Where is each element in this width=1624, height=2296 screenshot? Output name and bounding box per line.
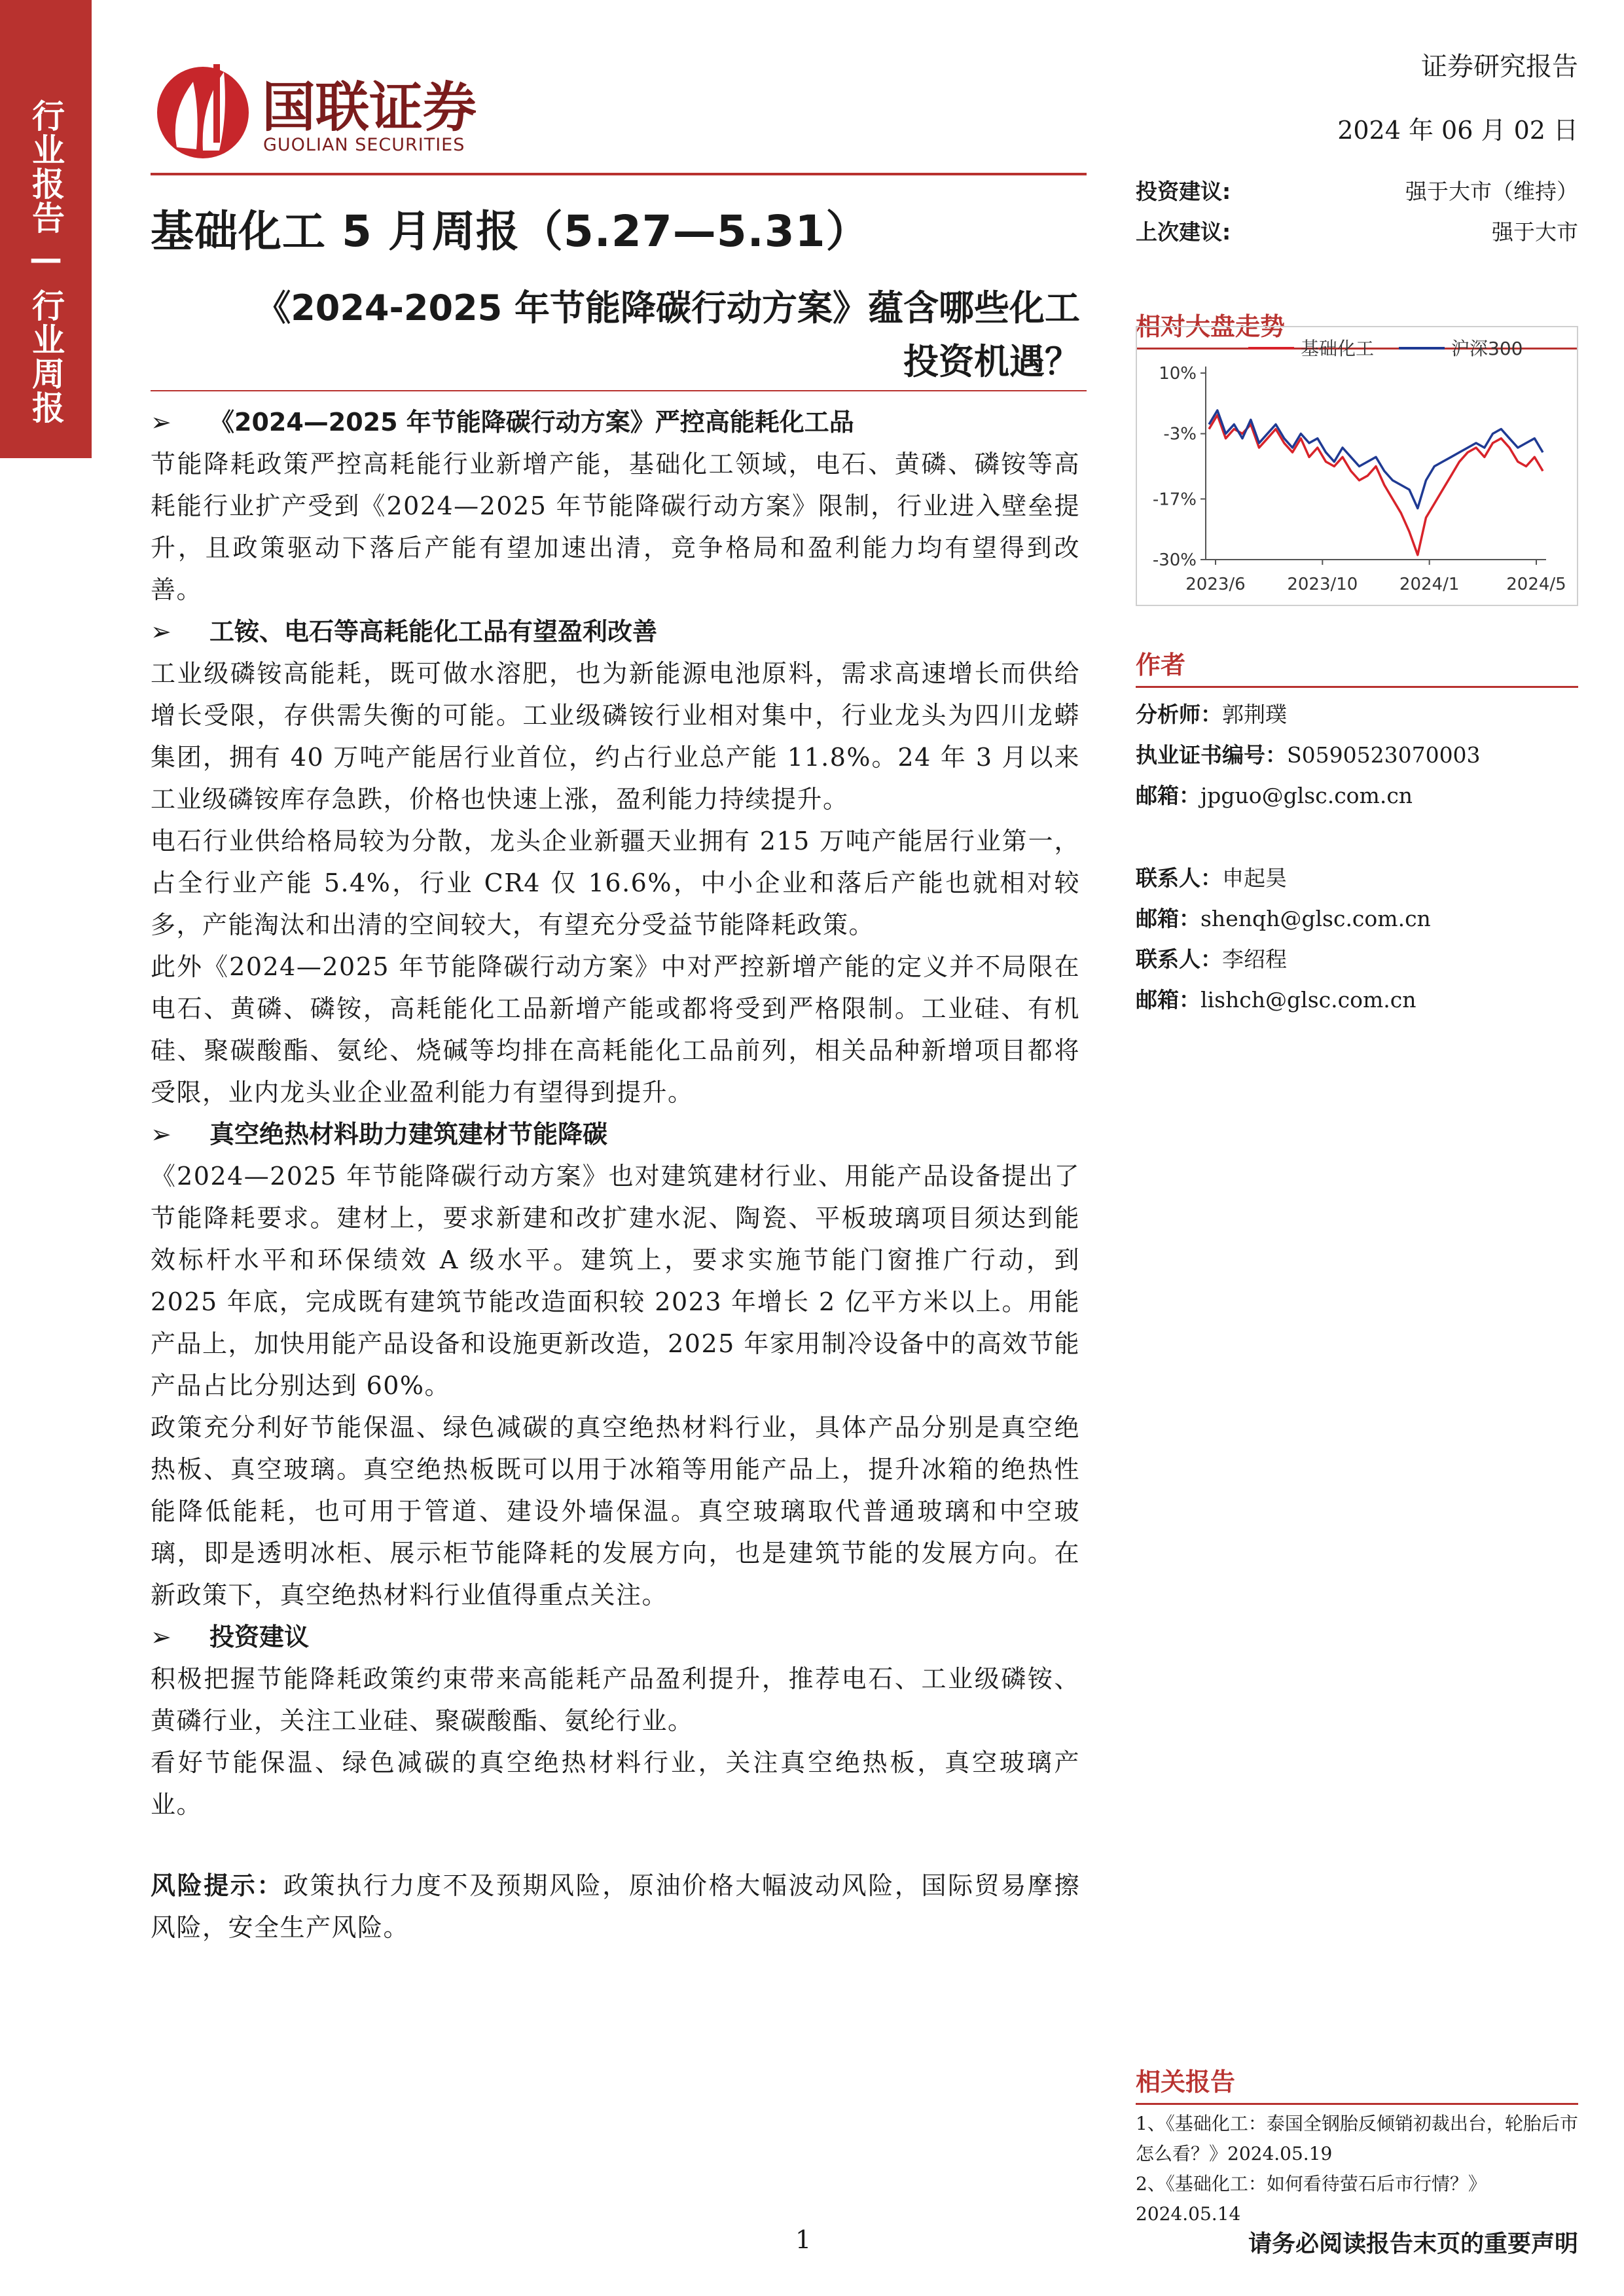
y-tick-label: -3% xyxy=(1163,424,1197,444)
subtitle-line2: 投资机遇？ xyxy=(903,341,1080,382)
section-heading: ➢ 投资建议 xyxy=(151,1616,1080,1658)
chart-section-title: 相对大盘走势 xyxy=(1136,312,1286,341)
cert-row: 执业证书编号：S0590523070003 xyxy=(1136,742,1481,768)
logo-mark-icon xyxy=(151,52,576,170)
page-number: 1 xyxy=(795,2225,812,2254)
paragraph: 积极把握节能降耗政策约束带来高能耗产品盈利提升，推荐电石、工业级磷铵、黄磷行业，关注工业硅、聚碳酸酯、氨纶行业。 xyxy=(151,1664,1080,1735)
paragraph: 电石行业供给格局较为分散，龙头企业新疆天业拥有 215 万吨产能居行业第一，占全行业产能 5.4%，行业 CR4 仅 16.6%，中小企业和落后产能也就相对较多，产能淘汰和出清的空间较大，有望充分受益节能降耗政策。 xyxy=(151,827,1080,939)
logo-cn-text: 国联证券 xyxy=(262,77,477,139)
legend-label: 基础化工 xyxy=(1301,338,1375,359)
contact-row: 联系人：申起昊 xyxy=(1136,865,1287,891)
logo-en-text: GUOLIAN SECURITIES xyxy=(263,135,465,155)
risk-text: 政策执行力度不及预期风险，原油价格大幅波动风险，国际贸易摩擦风险，安全生产风险。 xyxy=(151,1871,1080,1942)
relative-performance-chart xyxy=(1136,326,1578,606)
title-rule xyxy=(151,173,1087,175)
body-rule xyxy=(151,390,1087,391)
report-subtitle xyxy=(151,281,1080,389)
y-tick-label: 10% xyxy=(1159,364,1197,384)
paragraph: 节能降耗政策严控高耗能行业新增产能，基础化工领域，电石、黄磷、磷铵等高耗能行业扩产受到《2024—2025 年节能降碳行动方案》限制，行业进入壁垒提升，且政策驱动下落后产能有望加速出清，竞争格局和盈利能力均有望得到改善。 xyxy=(151,450,1080,604)
paragraph: 《2024—2025 年节能降碳行动方案》也对建筑建材行业、用能产品设备提出了节能降耗要求。建材上，要求新建和改扩建水泥、陶瓷、平板玻璃项目须达到能效标杆水平和环保绩效 A 级水平。建筑上，要求实施节能门窗推广行动，到 2025 年底，完成既有建筑节能改造面积较 2023 年增长 2 亿平方米以上。用能产品上，加快用能产品设备和设施更新改造，2025 年家用制冷设备中的高效节能产品占比分别达到 60%。 xyxy=(151,1162,1080,1400)
related-title: 相关报告 xyxy=(1136,2068,1236,2096)
author-rule xyxy=(1136,686,1578,688)
contact-row: 联系人：李绍程 xyxy=(1136,946,1287,972)
invest-label: 投资建议: xyxy=(1136,179,1231,204)
invest-value: 强于大市（维持） xyxy=(1405,179,1578,204)
paragraph: 工业级磷铵高能耗，既可做水溶肥，也为新能源电池原料，需求高速增长而供给增长受限，存供需失衡的可能。工业级磷铵行业相对集中，行业龙头为四川龙蟒集团，拥有 40 万吨产能居行业首位，约占行业总产能 11.8%。24 年 3 月以来工业级磷铵库存急跌，价格也快速上涨，盈利能力持续提升。 xyxy=(151,659,1080,814)
related-rule xyxy=(1136,2103,1578,2105)
sidebar-label xyxy=(0,85,92,439)
author-title: 作者 xyxy=(1136,651,1186,679)
section-heading: ➢ 《2024—2025 年节能降碳行动方案》严控高能耗化工品 xyxy=(151,401,1080,443)
right-column xyxy=(1136,164,1578,350)
series-line xyxy=(1209,415,1543,555)
prev-rating-row xyxy=(1136,209,1578,255)
x-tick-label: 2023/6 xyxy=(1185,575,1246,594)
risk-note xyxy=(151,1865,1080,1948)
email-link[interactable]: shenqh@glsc.com.cn xyxy=(1200,906,1431,931)
report-body xyxy=(151,396,1080,1948)
sidebar-sep: — xyxy=(29,240,62,278)
y-tick-label: -17% xyxy=(1152,490,1197,510)
report-title: 基础化工 5 月周报（5.27—5.31） xyxy=(151,206,870,257)
related-report-link[interactable]: 2、《基础化工：如何看待萤石后市行情？》2024.05.14 xyxy=(1136,2173,1487,2225)
risk-label: 风险提示： xyxy=(151,1871,284,1900)
company-logo xyxy=(151,52,576,170)
bullet-arrow-icon: ➢ xyxy=(151,1623,171,1651)
disclaimer-note: 请务必阅读报告末页的重要声明 xyxy=(1248,2231,1578,2257)
series-line xyxy=(1209,410,1543,509)
y-tick-label: -30% xyxy=(1152,550,1197,570)
email-row: 邮箱：shenqh@glsc.com.cn xyxy=(1136,906,1431,931)
email-row: 邮箱：lishch@glsc.com.cn xyxy=(1136,987,1416,1013)
section-heading: ➢ 真空绝热材料助力建筑建材节能降碳 xyxy=(151,1113,1080,1155)
paragraph: 政策充分利好节能保温、绿色减碳的真空绝热材料行业，具体产品分别是真空绝热板、真空玻璃。真空绝热板既可以用于冰箱等用能产品上，提升冰箱的绝热性能降低能耗，也可用于管道、建设外墙保温。真空玻璃取代普通玻璃和中空玻璃，即是透明冰柜、展示柜节能降耗的发展方向，也是建筑节能的发展方向。在新政策下，真空绝热材料行业值得重点关注。 xyxy=(151,1413,1080,1609)
subtitle-line1: 《2024-2025 年节能降碳行动方案》蕴含哪些化工 xyxy=(255,287,1080,329)
analyst-row: 分析师：郭荆璞 xyxy=(1136,702,1287,727)
document-type: 证券研究报告 xyxy=(1421,52,1578,82)
prev-value: 强于大市 xyxy=(1492,219,1578,245)
bullet-arrow-icon: ➢ xyxy=(151,1120,171,1149)
related-reports xyxy=(1136,2062,1578,2229)
x-tick-label: 2024/5 xyxy=(1506,575,1566,594)
chart-svg xyxy=(1137,327,1577,605)
prev-label: 上次建议: xyxy=(1136,219,1231,245)
x-tick-label: 2023/10 xyxy=(1287,575,1358,594)
paragraph: 此外《2024—2025 年节能降碳行动方案》中对严控新增产能的定义并不局限在电石、黄磷、磷铵，高耗能化工品新增产能或都将受到严格限制。工业硅、有机硅、聚碳酸酯、氨纶、烧碱等均排在高耗能化工品前列，相关品种新增项目都将受限，业内龙头业企业盈利能力有望得到提升。 xyxy=(151,952,1080,1107)
bullet-arrow-icon: ➢ xyxy=(151,617,171,646)
author-section xyxy=(1136,645,1578,1020)
email-row: 邮箱：jpguo@glsc.com.cn xyxy=(1136,783,1413,808)
email-link[interactable]: jpguo@glsc.com.cn xyxy=(1200,783,1413,808)
email-link[interactable]: lishch@glsc.com.cn xyxy=(1200,987,1416,1013)
section-heading: ➢ 工铵、电石等高耗能化工品有望盈利改善 xyxy=(151,611,1080,653)
invest-rating-row xyxy=(1136,169,1578,215)
related-report-link[interactable]: 1、《基础化工：泰国全钢胎反倾销初裁出台，轮胎后市怎么看？》2024.05.19 xyxy=(1136,2113,1578,2164)
report-date: 2024 年 06 月 02 日 xyxy=(1337,116,1578,145)
bullet-arrow-icon: ➢ xyxy=(151,408,171,437)
paragraph: 看好节能保温、绿色减碳的真空绝热材料行业，关注真空绝热板，真空玻璃产业。 xyxy=(151,1748,1080,1819)
x-tick-label: 2024/1 xyxy=(1399,575,1460,594)
legend-label: 沪深300 xyxy=(1451,338,1523,359)
sidebar-line1: 行业报告 xyxy=(27,99,65,235)
sidebar-line2: 行业周报 xyxy=(27,289,65,425)
